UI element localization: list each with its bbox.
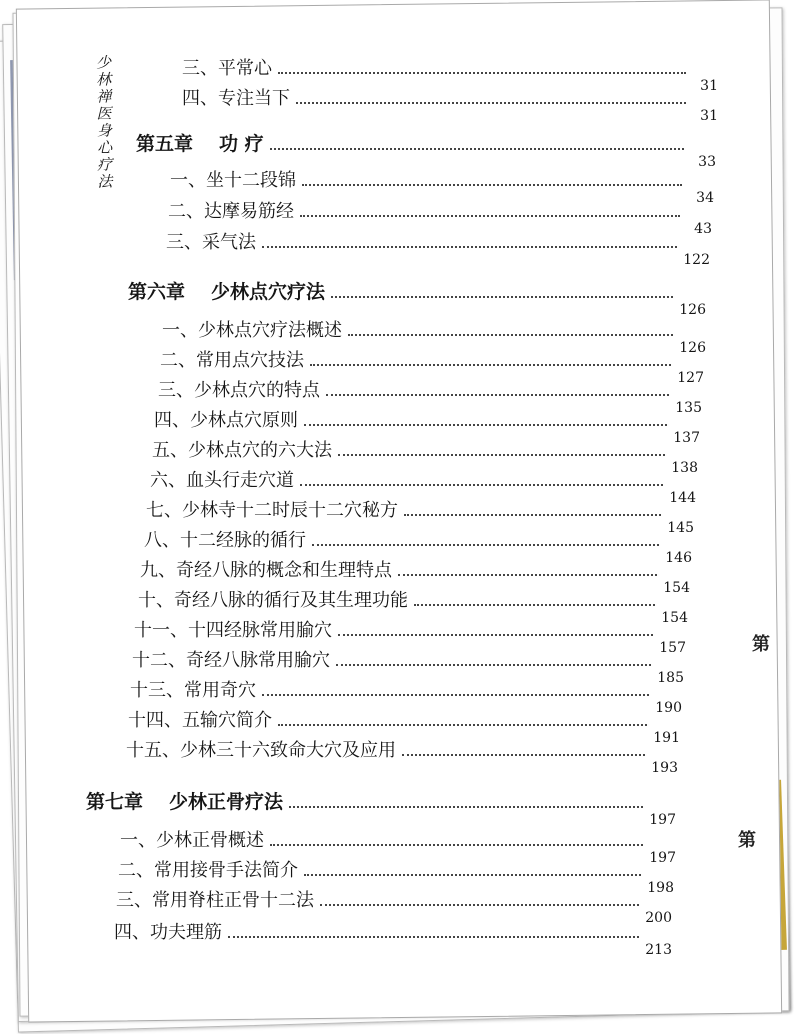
leader-dots — [228, 936, 639, 938]
toc-chapter — [86, 784, 676, 828]
toc-entry-page: 137 — [673, 430, 700, 446]
leader-dots — [336, 664, 651, 666]
toc-entry-title: 十三、常用奇穴 — [130, 680, 256, 701]
toc-entry-page: 154 — [661, 610, 688, 626]
toc-entry-title: 十、奇经八脉的循行及其生理功能 — [138, 590, 408, 611]
toc-entry-page: 197 — [649, 850, 676, 866]
chapter-title: 少林正骨疗法 — [169, 791, 284, 813]
peek-text-2: 第 — [738, 830, 756, 851]
toc-entry-title: 八、十二经脉的循行 — [144, 530, 306, 551]
toc-entry — [170, 162, 714, 206]
leader-dots — [331, 296, 673, 298]
toc-entry-title: 三、少林点穴的特点 — [158, 380, 320, 401]
toc-entry-title: 七、少林寺十二时辰十二穴秘方 — [146, 500, 398, 521]
toc-entry-title: 三、常用脊柱正骨十二法 — [116, 890, 314, 911]
toc-entry — [182, 50, 718, 94]
toc-entry — [114, 914, 672, 958]
leader-dots — [289, 806, 643, 808]
toc-entry-title: 四、少林点穴原则 — [154, 410, 298, 431]
leader-dots — [348, 334, 673, 336]
toc-entry-title: 五、少林点穴的六大法 — [152, 440, 332, 461]
toc-entry — [138, 582, 688, 626]
toc-entry-page: 31 — [700, 78, 718, 94]
toc-entry — [146, 492, 694, 536]
toc-entry-page: 197 — [649, 812, 676, 828]
toc-entry-title: 一、少林点穴疗法概述 — [162, 320, 342, 341]
toc-entry-title: 三、平常心 — [182, 58, 272, 79]
toc-entry — [154, 402, 700, 446]
toc-entry-page: 122 — [683, 252, 710, 268]
leader-dots — [404, 514, 661, 516]
toc-entry-title: 二、达摩易筋经 — [168, 201, 294, 222]
toc-entry — [160, 342, 704, 386]
toc-entry — [130, 672, 682, 716]
toc-entry-page: 34 — [696, 190, 714, 206]
toc-entry-page: 144 — [669, 490, 696, 506]
toc-entry — [118, 852, 674, 896]
toc-entry — [158, 372, 702, 416]
toc-entry-title: 四、专注当下 — [182, 88, 290, 109]
leader-dots — [338, 634, 653, 636]
toc-entry — [162, 312, 706, 356]
leader-dots — [304, 424, 667, 426]
leader-dots — [300, 215, 680, 217]
leader-dots — [262, 694, 649, 696]
chapter-title: 少林点穴疗法 — [211, 281, 326, 303]
toc-entry — [116, 882, 672, 926]
toc-entry-page: 213 — [645, 942, 672, 958]
toc-entry-page: 198 — [647, 880, 674, 896]
toc-entry-title: 十二、奇经八脉常用腧穴 — [132, 650, 330, 671]
leader-dots — [278, 724, 647, 726]
toc-entry — [168, 193, 712, 237]
book-side-title: 少林禅医身心疗法 — [95, 53, 113, 191]
toc-entry — [120, 822, 676, 866]
toc-entry-title: 一、少林正骨概述 — [120, 830, 264, 851]
toc-entry — [150, 462, 696, 506]
toc-entry-page: 193 — [651, 760, 678, 776]
toc-entry-title: 十四、五输穴简介 — [128, 710, 272, 731]
toc-entry-page: 33 — [698, 154, 716, 170]
toc-entry-title: 二、常用点穴技法 — [160, 350, 304, 371]
toc-entry-page: 200 — [645, 910, 672, 926]
toc-chapter — [136, 126, 716, 170]
toc-entry — [152, 432, 698, 476]
toc-entry-page: 126 — [679, 340, 706, 356]
chapter-title: 功 疗 — [219, 133, 264, 155]
leader-dots — [414, 604, 655, 606]
chapter-label: 第六章 — [128, 281, 186, 303]
toc-entry-page: 191 — [653, 730, 680, 746]
toc-entry-title: 六、血头行走穴道 — [150, 470, 294, 491]
toc-entry-page: 126 — [679, 302, 706, 318]
leader-dots — [320, 904, 639, 906]
leader-dots — [312, 544, 659, 546]
toc-entry-page: 157 — [659, 640, 686, 656]
leader-dots — [304, 874, 641, 876]
toc-entry-title: 一、坐十二段锦 — [170, 170, 296, 191]
toc-entry-page: 146 — [665, 550, 692, 566]
toc-entry-page: 43 — [694, 221, 712, 237]
toc-entry-page: 145 — [667, 520, 694, 536]
toc-entry-page: 185 — [657, 670, 684, 686]
toc-entry-page: 127 — [677, 370, 704, 386]
toc-entry-title: 三、采气法 — [166, 232, 256, 253]
leader-dots — [338, 454, 665, 456]
toc-entry — [128, 702, 680, 746]
leader-dots — [296, 102, 686, 104]
peek-text-1: 第 — [752, 634, 770, 655]
toc-entry-title: 十一、十四经脉常用腧穴 — [134, 620, 332, 641]
toc-entry-title: 十五、少林三十六致命大穴及应用 — [126, 740, 396, 761]
leader-dots — [398, 574, 657, 576]
toc-entry-page: 31 — [700, 108, 718, 124]
toc-entry-title: 二、常用接骨手法简介 — [118, 860, 298, 881]
toc-entry-title: 九、奇经八脉的概念和生理特点 — [140, 560, 392, 581]
leader-dots — [326, 394, 669, 396]
toc-entry — [132, 642, 684, 686]
toc-entry — [144, 522, 692, 566]
toc-entry-page: 135 — [675, 400, 702, 416]
leader-dots — [270, 148, 684, 150]
toc-entry — [166, 224, 710, 268]
toc-entry — [182, 80, 718, 124]
leader-dots — [278, 72, 686, 74]
leader-dots — [310, 364, 671, 366]
leader-dots — [270, 844, 643, 846]
toc-chapter — [128, 274, 706, 318]
toc-entry — [126, 732, 678, 776]
leader-dots — [262, 246, 677, 248]
toc-entry-page: 190 — [655, 700, 682, 716]
leader-dots — [402, 754, 645, 756]
toc-entry — [140, 552, 690, 596]
toc-entry-title: 四、功夫理筋 — [114, 922, 222, 943]
leader-dots — [302, 184, 682, 186]
chapter-label: 第七章 — [86, 791, 144, 813]
toc-entry-page: 138 — [671, 460, 698, 476]
chapter-label: 第五章 — [136, 133, 194, 155]
toc-entry — [134, 612, 686, 656]
leader-dots — [300, 484, 663, 486]
toc-entry-page: 154 — [663, 580, 690, 596]
